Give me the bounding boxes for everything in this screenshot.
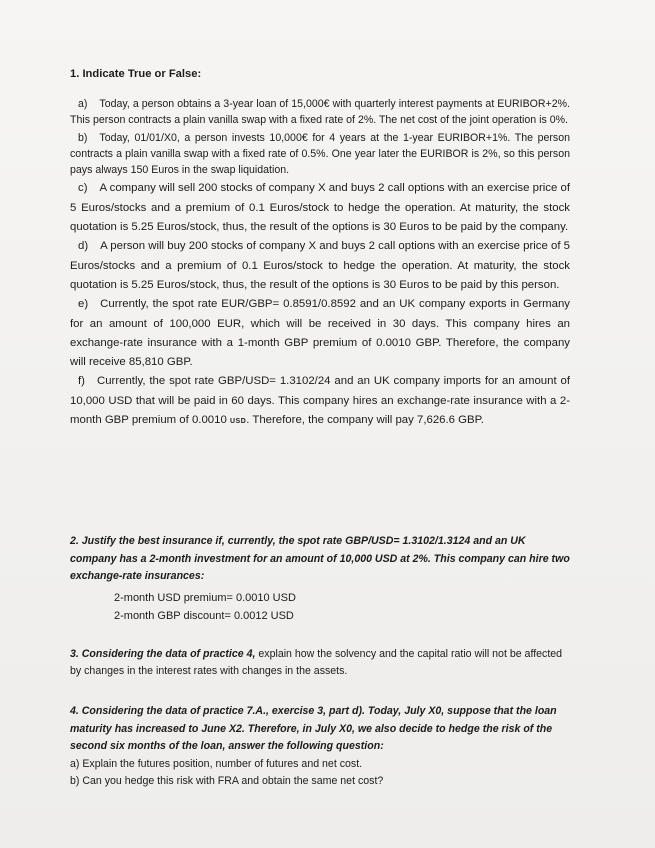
question-1: [70, 66, 570, 82]
item-e: [70, 295, 570, 372]
question-4-part-b: b) Can you hedge this risk with FRA and obtain the same net cost?: [70, 774, 384, 787]
item-b-text: Today, 01/01/X0, a person invests 10,000€ for 4 years at the 1-year EURIBOR+1%. The person contracts a plain vanilla swap with a fixed rate of 0.5%. One year later the EURIBOR is 2%, so this person pays always 150 Euros in the swap liquidation.: [70, 131, 570, 177]
item-e-text: Currently, the spot rate EUR/GBP= 0.8591/0.8592 and an UK company exports in Germany for an amount of 100,000 EUR, which will be received in 30 days. This company hires an exchange-rate insurance with a 1-month GBP premium of 0.0010 GBP. Therefore, the company will receive 85,810 GBP.: [70, 298, 570, 369]
question-4: [70, 703, 570, 790]
item-e-label: e): [78, 298, 89, 311]
item-c-text: A company will sell 200 stocks of company X and buys 2 call options with an exercise price of 5 Euros/stocks and a premium of 0.1 Euros/stock to hedge the operation. At maturity, the stock quotation is 5.25 Euros/stock, thus, the result of the options is 30 Euros to be paid by the company.: [70, 182, 570, 234]
question-3-body: explain how the solvency and the capital ratio will not be affected by changes in the interest rates with changes in the assets.: [70, 648, 563, 677]
question-2: [70, 533, 570, 625]
item-d: [70, 237, 570, 295]
item-b: [70, 130, 570, 179]
question-3-text: [70, 646, 570, 680]
item-a: [70, 96, 570, 129]
item-d-text: A person will buy 200 stocks of company X and buys 2 call options with an exercise price of 5 Euros/stocks and a premium of 0.1 Euros/stock to hedge the operation. At maturity, the stock quotation is 5.25 Euros/stock, thus, the result of the options is 30 Euros to be paid by this person.: [70, 240, 570, 291]
item-f-text-after: . Therefore, the company will pay 7,626.6 GBP.: [246, 414, 484, 427]
insurance-line-1: 2-month USD premium= 0.0010 USD: [114, 591, 296, 604]
item-c: [70, 179, 570, 237]
question-3: [70, 646, 570, 680]
handwritten-correction: USD: [229, 418, 247, 426]
item-d-label: d): [78, 240, 89, 253]
item-f-text-before: Currently, the spot rate GBP/USD= 1.3102/24 and an UK company imports for an amount of 10,000 USD that will be paid in 60 days. This company hires an exchange-rate insurance with a 2-month GBP premium of 0.0010: [70, 375, 570, 427]
question-2-text: 2. Justify the best insurance if, currently, the spot rate GBP/USD= 1.3102/1.3124 and an UK company has a 2-month investment for an amount of 10,000 USD at 2%. This company can hire two exchange-rate insurances:: [70, 535, 570, 582]
question-1-title: 1. Indicate True or False:: [70, 68, 202, 80]
item-a-text: Today, a person obtains a 3-year loan of 15,000€ with quarterly interest payments at EURIBOR+2%. This person contracts a plain vanilla swap with a fixed rate of 2%. The net cost of the joint operation is 0%.: [70, 98, 570, 127]
item-f-label: f): [78, 375, 85, 388]
item-c-label: c): [78, 182, 88, 195]
question-1-items: [70, 96, 570, 431]
question-3-lead: 3. Considering the data of practice 4,: [70, 648, 256, 660]
insurance-line-2: 2-month GBP discount= 0.0012 USD: [114, 609, 294, 622]
item-b-label: b): [78, 131, 88, 144]
item-f: [70, 372, 570, 431]
question-4-text: 4. Considering the data of practice 7.A., exercise 3, part d). Today, July X0, suppose that the loan maturity has increased to June X2. Therefore, in July X0, we also decide to hedge the risk of the second six months of the loan, answer the following question:: [70, 705, 557, 752]
item-a-label: a): [78, 98, 88, 110]
question-4-part-a: a) Explain the futures position, number of futures and net cost.: [70, 757, 363, 770]
